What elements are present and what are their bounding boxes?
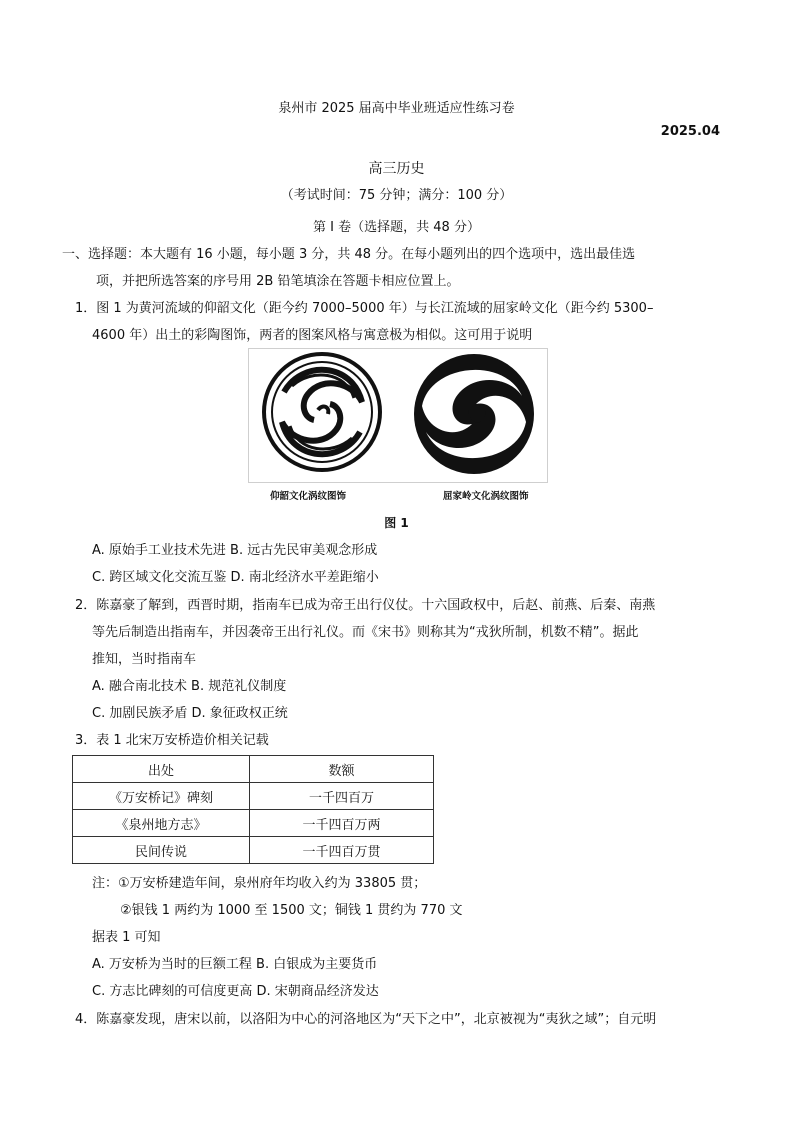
exam-info: （考试时间：75 分钟；满分：100 分）: [280, 188, 513, 203]
table-header-amount: 数额: [250, 756, 434, 783]
table-cell: 《泉州地方志》: [73, 810, 250, 837]
q3-note1: 注：①万安桥建造年间，泉州府年均收入约为 33805 贯；: [92, 876, 427, 891]
section-title: 第 I 卷（选择题，共 48 分）: [313, 220, 480, 235]
exam-title: 泉州市 2025 届高中毕业班适应性练习卷: [278, 101, 515, 116]
table-cell: 一千四百万贯: [250, 837, 434, 864]
q3-options-row1: A. 万安桥为当时的巨额工程 B. 白银成为主要货币: [92, 957, 378, 972]
q2-stem-line2: 等先后制造出指南车，并因袭帝王出行礼仪。而《宋书》则称其为“戎狄所制，机数不精”。据此: [92, 625, 639, 640]
q1-options-row2: C. 跨区域文化交流互鉴 D. 南北经济水平差距缩小: [92, 570, 379, 585]
exam-date: 2025.04: [660, 124, 720, 139]
yangshao-swirl-icon: [264, 354, 380, 470]
table-header-source: 出处: [73, 756, 250, 783]
table-cell: 民间传说: [73, 837, 250, 864]
instructions-line1: 一、选择题：本大题有 16 小题，每小题 3 分，共 48 分。在每小题列出的四个选项中，选出最佳选: [62, 247, 636, 262]
q2-stem-line3: 推知，当时指南车: [92, 652, 197, 667]
table-cell: 一千四百万: [250, 783, 434, 810]
figure-1-label: 图 1: [384, 516, 409, 530]
q4-stem-line1: 4．陈嘉豪发现，唐宋以前，以洛阳为中心的河洛地区为“天下之中”，北京被视为“夷狄之域”；自元明: [75, 1012, 657, 1027]
table-header-row: [73, 756, 434, 783]
q3-options-row2: C. 方志比碑刻的可信度更高 D. 宋朝商品经济发达: [92, 984, 379, 999]
q1-options-row1: A. 原始手工业技术先进 B. 远古先民审美观念形成: [92, 543, 378, 558]
q3-table-wrap: [72, 755, 434, 864]
q1-stem-line2: 4600 年）出土的彩陶图饰，两者的图案风格与寓意极为相似。这可用于说明: [92, 328, 533, 343]
q2-options-row1: A. 融合南北技术 B. 规范礼仪制度: [92, 679, 287, 694]
subject-title: 高三历史: [368, 161, 425, 177]
qujialing-swirl-icon: [414, 354, 534, 474]
figure-1: [248, 348, 548, 506]
q3-note2: ②银钱 1 两约为 1000 至 1500 文；铜钱 1 贯约为 770 文: [120, 903, 463, 918]
table-cell: 《万安桥记》碑刻: [73, 783, 250, 810]
figure-caption-right: 屈家岭文化涡纹图饰: [443, 491, 529, 502]
q2-stem-line1: 2．陈嘉豪了解到，西晋时期，指南车已成为帝王出行仪仗。十六国政权中，后赵、前燕、后秦、南燕: [75, 598, 656, 613]
table-row: [73, 810, 434, 837]
table-cell: 一千四百万两: [250, 810, 434, 837]
q3-stem: 3．表 1 北宋万安桥造价相关记载: [75, 733, 269, 748]
table-row: [73, 783, 434, 810]
q1-stem-line1: 1．图 1 为黄河流域的仰韶文化（距今约 7000–5000 年）与长江流域的屈家岭文化（距今约 5300–: [75, 301, 654, 316]
instructions-line2: 项，并把所选答案的序号用 2B 铅笔填涂在答题卡相应位置上。: [96, 274, 460, 289]
q3-table: [72, 755, 434, 864]
q3-stem-line2: 据表 1 可知: [92, 930, 161, 945]
figure-1-image: [248, 348, 548, 506]
q2-options-row2: C. 加剧民族矛盾 D. 象征政权正统: [92, 706, 288, 721]
table-row: [73, 837, 434, 864]
figure-caption-left: 仰韶文化涡纹图饰: [270, 491, 347, 502]
